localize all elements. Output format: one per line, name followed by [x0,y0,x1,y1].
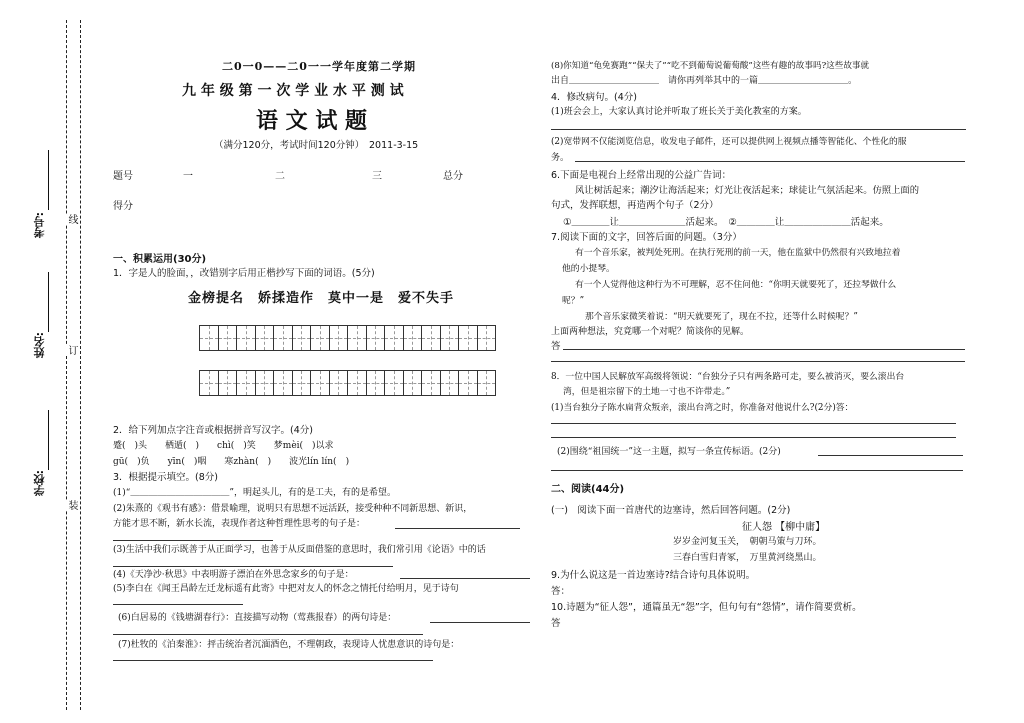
binding-line-inner [80,20,81,710]
exam-no-label: 考号: [33,212,46,239]
reading-intro: (一) 阅读下面一首唐代的边塞诗，然后回答问题。(2分) [551,505,791,516]
score-table-cell: 一 [183,171,193,182]
q8-1: (1)当台独分子陈水扁背众叛亲，滚出台湾之时，你准备对他说什么?(2分)答： [551,403,854,413]
q2-line1: 蹙( )头 栖遁( ) chì( )笑 梦mèi( )以求 [113,441,334,451]
answer-line [395,528,520,529]
q3-3: (3)生活中我们示既善于从正面学习，也善于从反面借鉴的意思时，我们常引用《论语》中的话 [113,545,486,555]
score-table-cell: 二 [275,171,285,182]
answer-line [551,129,966,130]
answer-line [551,437,956,438]
q3-7a: (7)杜牧的《泊秦淮》：抨击统治者沉湎酒色，不理朝政，表现诗人忧患意识的诗句是： [118,640,460,650]
q3-2b: 方能才思不断，新水长流，表现作者这种哲理性思考的句子是： [113,519,366,529]
answer-line [818,455,963,456]
q10-text: 10.诗题为“征人怨”，通篇虽无“怨”字，但句句有“怨情”，请作简要赏析。 [551,602,862,613]
q7-p1a: 有一个音乐家，被判处死刑。在执行死刑的前一天，他在监狱中仍然很有兴致地拉着 [575,248,901,258]
line-mark: 线 [66,214,77,224]
exam-title: 九 年 级 第 一 次 学 业 水 平 测 试 [182,83,404,99]
score-label: 得分 [113,201,133,212]
q3-4: (4)《天净沙·秋思》中表明游子漂泊在外思念家乡的句子是： [113,570,354,580]
answer-line [575,161,965,162]
q7-question: 上面两种想法，究竟哪一个对呢？简谈你的见解。 [551,327,750,337]
q7-p2a: 有一个人觉得他这种行为不可理解，忍不住问他：“你明天就要死了，还拉琴做什么 [575,280,897,290]
answer-line [563,349,965,350]
subject-title: 语 文 试 题 [256,108,367,134]
poem-line-2: 三春白雪归青冢， 万里黄河绕黑山。 [673,553,822,563]
q3-8b: 出自＿＿＿＿＿＿＿＿＿＿ 请你再列举其中的一篇＿＿＿＿＿＿＿＿＿＿。 [551,76,858,86]
q8a: 8．一位中国人民解放军高级将领说：“台独分子只有两条路可走，要么被消灭，要么滚出台 [551,372,905,382]
section1-title: 一、积累运用(30分) [113,254,207,265]
poem-title: 征人怨 【柳中庸】 [742,522,826,533]
q9-text: 9.为什么说这是一首边塞诗?结合诗句具体说明。 [551,570,756,581]
q2-line2: gū( )负 yīn( )咽 寒zhàn( ) 波光lín lín( ) [113,457,350,467]
q1-words: 金榜提名 娇揉造作 莫中一是 爱不失手 [188,291,455,306]
zhuang-mark: 装 [66,500,77,510]
answer-line [400,578,530,579]
q7-p1b: 他的小提琴。 [562,264,615,274]
q3-2a: (2)朱熹的《观书有感》：借景喻理，说明只有思想不远活跃，接受种种不同新思想、新识， [113,504,473,514]
q4-2a: (2)宽带网不仅能浏览信息，收发电子邮件，还可以提供网上视频点播等智能化、个性化的服 [551,137,907,147]
answer-line [430,622,530,623]
q3-8a: (8)你知道“龟免赛跑”“保夫了”“吃不到葡萄说葡萄酸”这些有趣的故事吗?这些故事就 [551,61,870,71]
answer-line [551,361,965,362]
q3-text: 3．根据提示填空。(8分) [113,472,219,483]
q4-1: (1)班会会上，大家认真讨论并听取了班长关于美化教室的方案。 [551,107,807,117]
q7-answer-label: 答 [551,341,561,352]
score-table-cell: 三 [372,171,382,182]
term-title: 二0一0——二0一一学年度第二学期 [222,60,416,73]
q1-text: 1．字是人的脸面，，改错别字后用正楷抄写下面的词语。(5分) [113,268,375,279]
q6-b: 句式，发挥联想，再造两个句子（2分） [551,200,719,211]
exam-info: （满分120分，考试时间120分钟） 2011-3-15 [214,140,419,151]
q4-text: 4．修改病句。(4分) [551,92,638,103]
answer-line [551,423,956,424]
section2-title: 二、阅读(44分) [551,484,625,495]
score-table-cell: 总分 [443,171,463,182]
q7-text: 7.阅读下面的文字，回答后面的问题。（3分） [551,232,742,243]
ding-mark: 订 [66,345,77,355]
q3-6: (6)白居易的《钱塘湖春行》：直接描写动物（莺燕报春）的两句诗是： [118,613,397,623]
q8-2: (2)围绕“祖国统一”这一主题，拟写一条宣传标语。(2分) [557,447,781,457]
q6-ad: 风让树活起来；潮汐让海活起来；灯光让夜活起来；球徒让气氛活起来。仿照上面的 [575,185,919,196]
q7-p2b: 呢？” [562,296,585,306]
school-underline [48,410,49,470]
exam-no-underline [48,150,49,210]
q3-5a: (5)李白在《闻王昌龄左迁龙标遥有此寄》中把对友人的怀念之情托付给明月，见于诗句 [113,584,459,594]
binding-line-outer [66,20,67,710]
q6-text: 6.下面是电视台上经常出现的公益广告词： [551,170,732,181]
answer-line [113,540,273,541]
writing-grid-1 [199,325,496,351]
answer-line [113,660,433,661]
q2-text: 2．给下列加点字注音或根据拼音写汉字。(4分) [113,425,314,436]
poem-line-1: 岁岁金河复玉关， 朝朝马策与刀环。 [673,537,822,547]
name-underline [48,272,49,332]
answer-line [551,470,963,471]
score-table-cell: 题号 [113,171,133,182]
q7-p3: 那个音乐家微笑着说：“明天就要死了，现在不拉，还等什么时候呢？” [585,312,858,322]
q3-1: (1)“＿＿＿＿＿＿＿＿＿＿＿”，明起头儿，有的是工夫，有的是希望。 [113,488,396,498]
q10-answer-label: 答 [551,618,561,629]
name-label: 姓名: [33,332,46,359]
answer-line [113,634,423,635]
q4-2b: 务。 [551,153,570,163]
writing-grid-2 [199,370,496,396]
q6-c: ①＿＿＿＿让＿＿＿＿＿＿＿活起来。 ②＿＿＿＿让＿＿＿＿＿＿＿活起来。 [563,217,889,228]
q9-answer-label: 答： [551,586,571,597]
school-label: 学校: [33,470,46,497]
answer-line [113,604,243,605]
q8b: 湾，但是祖宗留下的土地一寸也不许带走。” [563,387,731,397]
